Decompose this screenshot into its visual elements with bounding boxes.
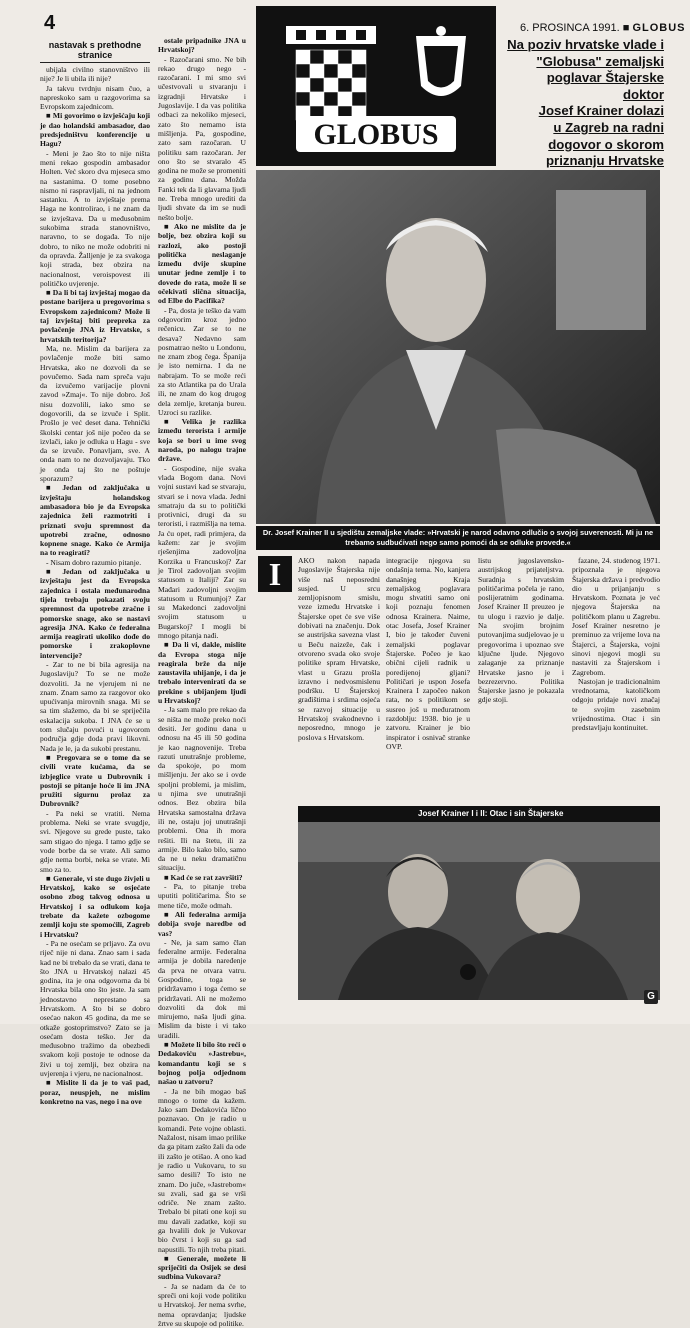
headline-line: poglavar Štajerske doktor (546, 70, 664, 102)
headline-line: dogovor o skorom (548, 136, 664, 152)
date: 6. PROSINCA 1991. (520, 22, 620, 34)
checker-square (324, 50, 338, 64)
interview-question: ■ Jedan od zaključaka u izvještaju jest da Evropska zajednica i ostala međunarodna tijela trebaju pokazati svoju spremnost da upotrebe zračne i pomorske snage, ako se nastavi agresija JNA. Kako će federalna armija reagirati ukoliko dođe do pomorske i zrakoplovne intervencije? (40, 567, 150, 660)
interview-question: ■ Generale, možete li spriječiti da Osijek se desi sudbina Vukovara? (158, 1253, 246, 1282)
headline-line: u Zagreb na radni (553, 119, 664, 135)
krainer-father-son-photo (298, 822, 660, 1000)
page-number: 4 (44, 12, 56, 34)
checker-square (338, 78, 352, 92)
checker-square (296, 64, 310, 78)
interview-question: ostale pripadnike JNA u Hrvatskoj? (158, 36, 246, 55)
paragraph: fazane, 24. studenog 1971. pripoznala je njegova Štajerska država i predvodio dio u prijanjanju s Hrvatskom. Poznata je već njegova Štajerska na političkom planu u Zagrebu. Josef Krainer nesretno je preminuo za vrijeme lova na Štajerci, a Štajerska, vojni sinovi njegovi mogli su nastaviti za Štajerskom i Zagrebom. (572, 556, 660, 677)
interview-question: ■ Velika je razlika između terorista i armije koja se bori u ime svog naroda, po nalogu trajne države. (158, 417, 246, 464)
checker-square (324, 78, 338, 92)
photo-caption: Dr. Josef Krainer II u sjedištu zemaljske vlade: »Hrvatski je narod odavno odlučio o svojoj suverenosti. Mi ju ne trebamo sudbućivati nego samo pomoći da se odluke provede.« (256, 526, 660, 550)
checker-square (324, 64, 338, 78)
interview-answer: - Pa, dosta je teško da vam odgovorim kroz jedno rečenicu. Zar se to ne desava? Nedavno sam posmatrao nešto u Londonu, ne znam zbog čega. Španija je isto nemirna. I da ne nabrajam. To se može reći za sto Atlantika pa do Urala ili, ne znam do kog drugog dela zemlje, kretanja bureu. Uzroci su razlike. (158, 305, 246, 417)
interview-answer: - Gospodine, nije svaka vlada Bogom dana. Novi vojni sustavi kad se stvaraju, stvari se i nova vlada. Jedni smatraju da su to politički protivnici, drugi da su teroristi, i razmišlja na tema. Ja ću opet, radi primjera, da kažem: zar je svojim rješenjima zadovoljna Korzika u Francuskoj? Zar je Tirol zadovoljan svojim statusom u Italiji? Zar su Mađari zadovoljni svojim statusom u Rumunjoj? Zar su Makedonci zadovoljni svojim statusom u Bugarskoj? I mogli bi mnogo pitanja nađi. (158, 463, 246, 640)
checker-square (338, 50, 352, 64)
article-column-3: listu jugoslavensko-austrijskog prijateljstva. Suradnja s hrvatskim političarima počela je rano, poslijeratnim godinama. Josef Krainer II preuzeo je tu ulogu i razvio je dalje. Na svojim brojnim putovanjima sudjelovao je u pregovorima i upoznao sve ključne ljude. Njegovo zalaganje za priznanje Hrvatske jasno je i bezrezervno. Politika Štajerske jasno je pokazala gdje stoji. (478, 556, 564, 705)
dateline: 6. PROSINCA 1991. ■ GLOBUS (520, 22, 686, 34)
checker-square (338, 64, 352, 78)
interview-answer: Ja takvu tvrdnju nisam čuo, a napreskoko sam u razgovorima sa Evropskom zajednicom. (40, 83, 150, 112)
logo-text: GLOBUS (313, 118, 439, 151)
interview-question: ■ Ako ne mislite da je bolje, bez obzira koji su razlozi, ako postoji politička neslaganje između dvije skupine unutar jedne zemlje i to dovede do rata, može li se očekivati slična situacija, od Elbe do Pacifika? (158, 221, 246, 306)
interview-column-2 (158, 36, 246, 1328)
checker-square (296, 92, 310, 106)
interview-answer: - Ja ne bih mogao baš mnogo o tome da kažem. Jako sam Dedakovića lično poznavao. On je radio u komandi. Pete vojne oblasti. Nažalost, nisam imao prilike da ga pitam zašto žali da ode ili zašto je otišao. A ono kad je radio u Vukovaru, to su samo desili? To isto ne znam. Do juče, »Jastrebom« su zvali, sad ga se vrši odriče. Ne znam zašto. Trebalo bi pitati one koji su mu davali zadatke, koji su ga hvalili dok je Vukovar bio čvrst i koji su ga sad napustili. To njih treba pitati. (158, 1086, 246, 1254)
interview-question: ■ Kad će se rat završiti? (164, 872, 243, 882)
checker-square (324, 92, 338, 106)
checker-square (310, 50, 324, 64)
interview-answer: - Meni je žao što to nije ništa meni rekao gospodin ambasador Holten. Već skoro dva mjeseca smo na sastanima. O tome posebno nismo ni raspravljali, ni na jednom sastanku. A to izvještaje prema Haga ne kontrolirao, i ne znam da se izvještava. Da u međusobnim sukobima strada stanovništvo, naravno, to se događa. To nije dobro, to niko ne može odobriti ni da opravda. Žalljenje je za svakoga koji strada, bez obzira na nacionalnost, veroispovest ili političko uvjerenje. (40, 148, 150, 288)
globus-g-icon: G (644, 990, 658, 1004)
globus-logo (256, 6, 496, 166)
interview-answer: - Razočarani smo. Ne bih rekao drugo nego - razočarani. I mi smo svi učestvovali u stvaranju i izgradnji Hrvatske i Jugoslavije. I da vas politika odbaci za nekoliko mjeseci, zato što nemamo ista mišljenja. Pa, gospodine, zato sam razočaran. U politiku sam razočaran. Jer ono što se stvaralo 45 godina ne može se promeniti za godinu dana. Možda Fanki tek da li glavama ljudi ne. Treba mnogo urediti da ljudi shvate da im se nudi nešto bolje. (158, 54, 246, 222)
continued-label: nastavak s prethodne stranice (40, 40, 150, 63)
drop-cap: I (258, 556, 292, 592)
checker-square (352, 64, 366, 78)
checker-square (352, 92, 366, 106)
interview-question: ■ Mislite li da je to vaš pad, poraz, neuspjeh, ne mislim konkretno na vas, nego i na ove (40, 1078, 150, 1106)
interview-question: ■ Mi govorimo o izvješćaju koji je dao holandski ambasador, dao predsjedništvu konferencije u Hagu? (40, 111, 150, 149)
interview-answer: - Zar to ne bi bila agresija na Jugoslaviju? To se ne može dozvoliti. Ja ne vjerujem ni ne znam. Znam samo za razgovor oko upućivanja mirovnih snaga. Mi se sa tim slažemo, da bi se spriječila eskalacija sukoba. I JNA će se u tom slučaju povući u ugovorom područja gdje doda pravi likovni. Nada je le, ja da sukobi prestanu. (40, 660, 150, 753)
photo2-caption: Josef Krainer I i II: Otac i sin Štajerske (298, 806, 660, 822)
headline-line: "Globusa" zemaljski (536, 53, 664, 69)
checker-square (296, 78, 310, 92)
interview-answer: Ma, ne. Mislim da barijera za povlačenje može biti samo Hrvatska, ako ne dozvoli da se povučemo. Sada nam spreča vaju da izvučemo varijacije plovni zavod »Zmaj«. To nije dobro. Još nisu dozvolili, iako smo se dogovorili, da se izvuče i Split. Prošlo je već deset dana. Tehnički školski centar još nije počeo da se izvlači, iako je odluka u Hagu - sve da se izvuče. Ponavljam, sve. A onda nam to ne dozvoljavaju. Tko je onda taj što ne poštuje sporazum? (40, 343, 150, 484)
interview-question: ■ Da li bi taj izvještaj mogao da postane barijera u pregovorima s Evropskom zajednicom? Može li taj izvještaj biti prepreka za povlačenje JNA iz Hrvatske, s hrvatskih teritorija? (40, 288, 150, 344)
interview-question: ■ Možete li bilo što reći o Dedakoviću »Jastrebu«, komandantu koji se s bojnog polja odjednom našao u zatvoru? (158, 1040, 246, 1087)
article-column-2: integracije njegova su ondašnja tema. No, kanjera današnjeg Kraja zemaljskog poglavara mogu shvatiti samo oni koji poznaju fenomen odnosa Krainera. Naime, otac Josefa, Josef Krainer I, bio je također čuveni zemaljski poglavar Štajerske. Počeo je kao obični cijeli radnik u poredijenoj gljani? Političari je uspon Josefa Krainera I započeo nakon rata, no s politikom se susreo još u međuratnom razdoblju: 1938. bio je u zatvoru. Krainer je bio inspirator i osnivač stranke OVP. (386, 556, 470, 751)
interview-column-1 (40, 65, 150, 1106)
interview-question: ■ Generale, vi ste dugo živjeli u Hrvatskoj, kako se osjećate osobno zbog takvog odnosa u Hrvatskoj i sa odlukom koja trebate da kažete ozbogome zemlji koju ste spomoćili, Zagreb i Hrvatsku? (40, 873, 150, 939)
checker-square (338, 92, 352, 106)
paragraph: Nastojan je tradicionalnim vrednotama, katoličkom odgoju pridaje novi značaj te svojim zasebnim vrijednostima. Otac i sin predstavljaju kontinuitet. (572, 676, 660, 733)
interview-answer: ubijala civilno stanovništvo ili nije? Je li ubila ili nije? (40, 65, 150, 84)
headline-line: priznanju Hrvatske (546, 153, 664, 169)
checker-square (310, 78, 324, 92)
checker-square (352, 50, 366, 64)
interview-answer: - Pa, to pitanje treba uputiti političarima. Što se mene tiče, može odmah. (158, 882, 246, 910)
checker-square (310, 92, 324, 106)
interview-answer: - Ne, ja sam samo član federalne armije. Federalna armija je dobila naređenje da prva ne otvara vatru. Gospodine, toga se pridržavamo i toga ćemo se pridržavati. Ali ne možemo dozvoliti da dok mi mirujemo, naša ljudi gina. Mislim da biste i vi tako uradili. (158, 937, 246, 1040)
interview-answer: - Pa neki se vratiti. Nema problema. Neki se vrate svugdje, svi. Njegove su grede puste, tako sam stigao do njega. I tamo gdje se vode borbe da se vrate. Ali samo gdje nema borbi, neka se vrate. Mi smo za to. (40, 808, 150, 874)
headline (506, 37, 664, 170)
interview-question: ■ Da li vi, dakle, mislite da Evropa stoga nije reagirala brže da nije zaustavila uhijanje, i da je trebalo intervenirati da se prekine s ubijanjem ljudi u Hrvatskoj? (158, 640, 246, 706)
interview-question: ■ Pregovara se o tome da se civili vrate kućama, da se izbjeglice vrate u Dubrovnik i postoji se pitanje hoće li im JNA pružiti sigurnu prolaz za Dubrovnik? (40, 752, 150, 809)
checker-square (310, 64, 324, 78)
interview-answer: - Ja se nadam da će to spreči oni koji vode politiku u Hrvatskoj. Jer nema svrhe, nema opravdanja; ljudske žrtve su skupoje od politike. (158, 1281, 246, 1328)
article-column-4 (572, 556, 660, 796)
article-column-1: AKO nakon napada Jugoslavije Štajerska nije više naš neposredni susjed. U srcu zemljopisnom smislu, veze između Hrvatske i Štajerske opet će sve više dobivati na značenju. Dok se austrijska savezna vlast u Beču naizeže, čak i otvoreno svada oko svoje politike spram Hrvatske, vlast u Grazu prošla izravno i nedvosmislenu podršku. U Štajerskoj građištima i srdima osjeća se razvoj situacije u Hrvatskoj svakodnevno i neposredno, mnogo je poslova s Hrvatskom. (298, 556, 380, 742)
interview-question: ■ Jedan od zaključaka u izvještaju holandskog ambasadora bio je da Evropska zajednica želi razmotriti i priznati svoju spremnost da upotrebi zračne, odnosno kopnene snage. Kako će Armija na to reagirati? (40, 483, 150, 558)
headline-line: Josef Krainer dolazi (538, 103, 664, 119)
interview-answer: - Ja sam malo pre rekao da se ništa ne može preko noći desiti. Jer godinu dana u odnosu na 45 ili 50 godina je kao nagnovenije. Treba razuti unutrašnje probleme, da spokoje, po mom mišljenju. Jer ako se i ovde spoljni problemi, ja mislim, u njima sve unutrašnji odnos. Bez obzira bila Hrvatska samostalna država ili ne, ostaju joj unutrašnji problemi. Ona ih mora rešiti. Ili na štetu, ili za armije. Bilo kako bilo, samo da ne u neku dramatičnu situaciju. (158, 705, 246, 873)
interview-question: ■ Ali federalna armija dobija svoje naredbe od vas? (158, 909, 246, 938)
krainer-portrait-photo (256, 170, 660, 524)
interview-answer: - Pa ne osećam se prljavo. Za ovu riječ nije ni dana. Znao sam i sada kad ne bi trebalo da se vrati, dana te što JNA u Hrvatskoj nalazi 45 godina, ita je ona odgovorna da bi Hrvatska bila ono što jeste. Ja sam jednostavno neprestano sa Hrvatskom. A što bi se dobro osećao nakon 45 godina, da me se otkaže gostoprimstvo? Zato se ja osećam dosta teško. Jer da međusobno tražimo da obezbedi svakom koji postoje te odnose da živi u toj zemlji, bez obzira na uvjerenja i vjeru, ne nacionalnost. (40, 938, 150, 1079)
checker-square (296, 50, 310, 64)
checker-square (352, 78, 366, 92)
interview-answer: - Nisam dobro razumio pitanje. (46, 557, 142, 567)
brand: GLOBUS (632, 22, 686, 34)
headline-line: Na poziv hrvatske vlade i (507, 37, 664, 52)
croatian-coat-of-arms-icon (256, 6, 496, 166)
